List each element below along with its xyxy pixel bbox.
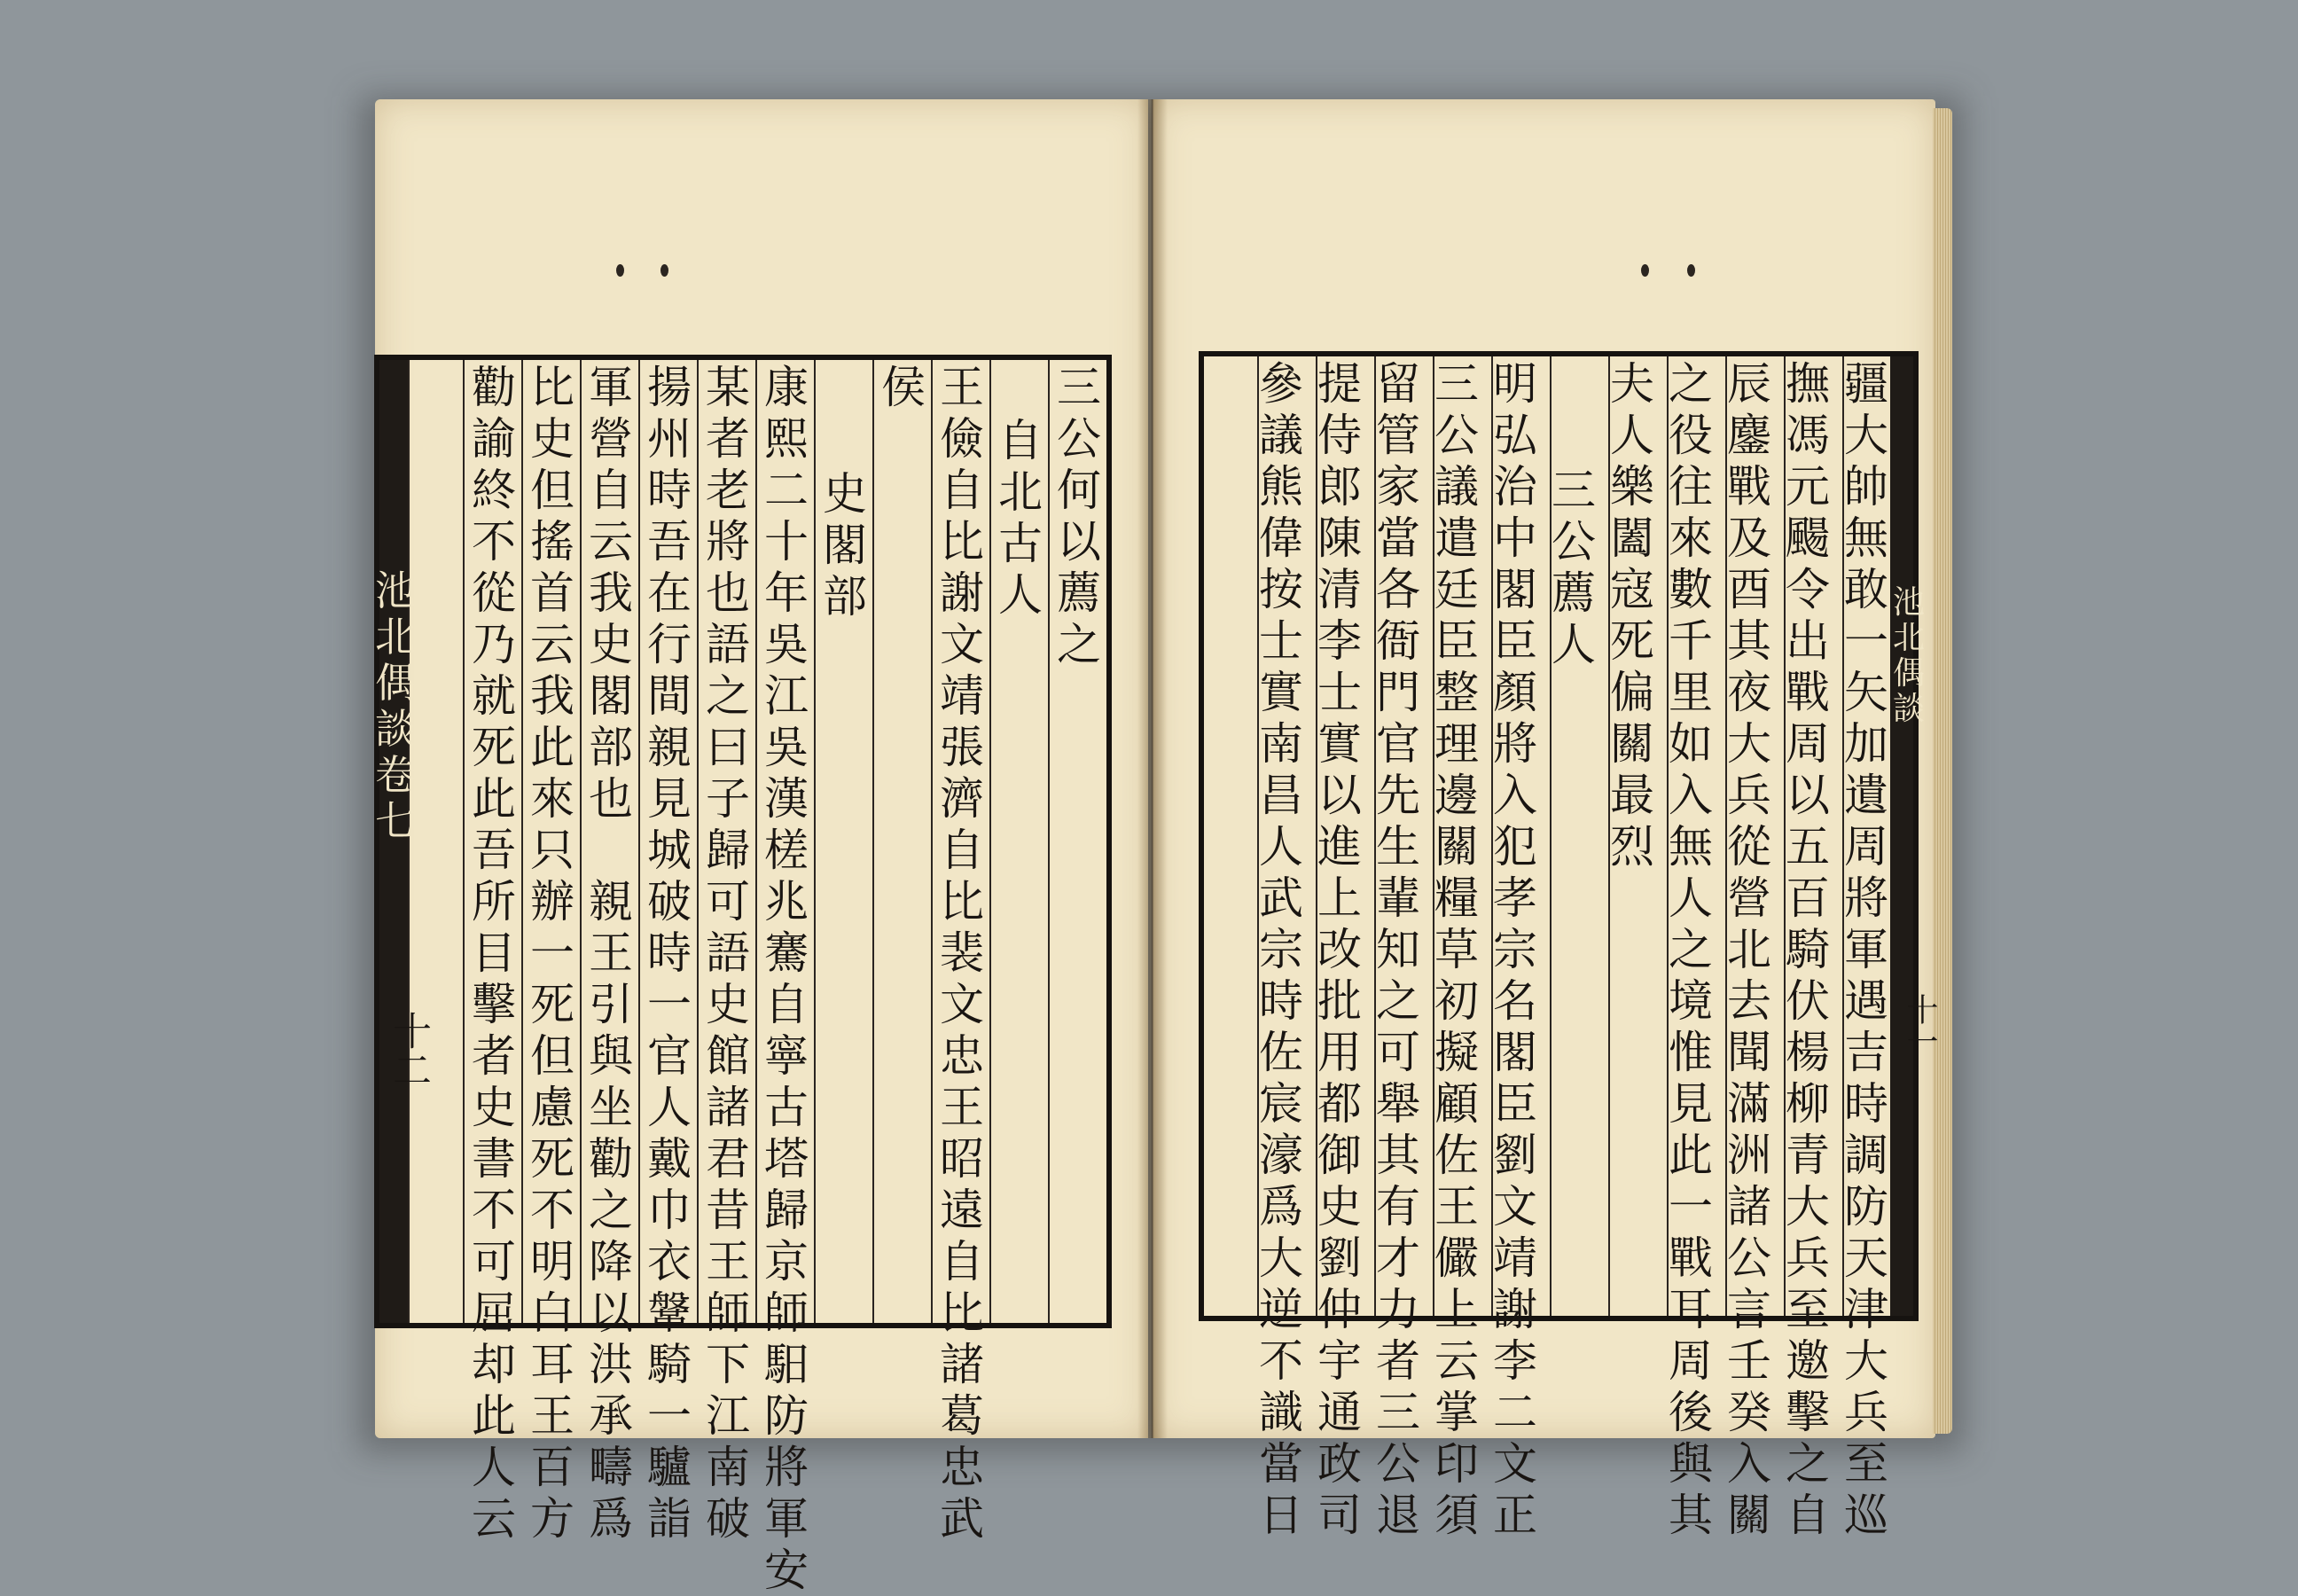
left-leaf-number: 十二 (386, 1011, 431, 1089)
left-column-6: 康 熙 二 十 年 吳 江 吳 漢 槎 兆 騫 自 寧 古 塔 歸 京 師 馹 防 將 軍 安 (764, 362, 809, 1596)
right-margin-title: 池 北 偶 談 (1893, 584, 1926, 727)
right-column-11: 參 議 熊 偉 按 士 實 南 昌 人 武 宗 時 佐 宸 濠 爲 大 逆 不 識 當 日 (1259, 358, 1303, 1541)
left-column-7: 某 者 老 將 也 語 之 曰 子 歸 可 語 史 館 諸 君 昔 王 師 下 江 南 破 (706, 362, 750, 1545)
binding-hole (1687, 264, 1695, 277)
right-column-4: 之 役 往 來 數 千 里 如 入 無 人 之 境 惟 見 此 一 戰 耳 周 後 與 其 (1669, 358, 1713, 1541)
right-column-1: 疆 大 帥 無 敢 一 矢 加 遺 周 將 軍 遇 吉 時 調 防 天 津 大 兵 至 巡 (1844, 358, 1888, 1541)
left-column-11: 勸 諭 終 不 從 乃 就 死 此 吾 所 目 擊 者 史 書 不 可 屈 却 此 人 云 (472, 362, 516, 1545)
right-column-2: 撫 馮 元 颺 令 出 戰 周 以 五 百 騎 伏 楊 柳 青 大 兵 至 邀 擊 之 自 (1786, 358, 1830, 1541)
right-column-8: 三 公 議 遣 廷 臣 整 理 邊 關 糧 草 初 擬 顧 佐 王 儼 上 云 掌 印 須 (1434, 358, 1479, 1541)
left-column-8: 揚 州 時 吾 在 行 間 親 見 城 破 時 一 官 人 戴 巾 衣 鞶 騎 一 驢 詣 (647, 362, 692, 1545)
right-column-3: 辰 鏖 戰 及 酉 其 夜 大 兵 從 營 北 去 聞 滿 洲 諸 公 言 壬 癸 入 關 (1727, 358, 1771, 1541)
binding-hole (1641, 264, 1649, 277)
right-column-7: 明 弘 治 中 閣 臣 顏 將 入 犯 孝 宗 名 閣 臣 劉 文 靖 謝 李 二 文 正 (1493, 358, 1537, 1541)
right-column-9: 留 管 家 當 各 衙 門 官 先 生 輩 知 之 可 舉 其 有 才 力 者 三 公 退 (1376, 358, 1420, 1541)
left-margin-title: 池 北 偶 談 卷 七 (375, 567, 416, 845)
right-column-6: 三 公 薦 人 (1552, 465, 1596, 670)
left-column-3: 王 儉 自 比 謝 文 靖 張 濟 自 比 裴 文 忠 王 昭 遠 自 比 諸 葛 忠 武 (940, 362, 984, 1545)
left-column-1: 三 公 何 以 薦 之 (1057, 362, 1101, 670)
right-column-5: 夫 人 樂 闔 寇 死 偏 關 最 烈 (1610, 358, 1654, 872)
left-column-4: 侯 (881, 362, 926, 413)
book-gutter (1137, 99, 1168, 1438)
binding-hole (616, 264, 624, 277)
right-leaf-number: 十一 (1902, 993, 1938, 1057)
left-column-2: 自 北 古 人 (998, 415, 1043, 621)
left-column-10: 比 史 但 搖 首 云 我 此 來 只 辦 一 死 但 慮 死 不 明 白 耳 王 百 方 (530, 362, 574, 1545)
binding-hole (660, 264, 668, 277)
left-column-9: 軍 營 自 云 我 史 閣 部 也 親 王 引 與 坐 勸 之 降 以 洪 承 疇 爲 (589, 362, 633, 1545)
left-column-5: 史 閣 部 (823, 468, 867, 622)
right-column-10: 提 侍 郎 陳 清 李 士 實 以 進 上 改 批 用 都 御 史 劉 仲 宇 通 政 司 (1317, 358, 1362, 1541)
page-edges (1933, 108, 1952, 1434)
